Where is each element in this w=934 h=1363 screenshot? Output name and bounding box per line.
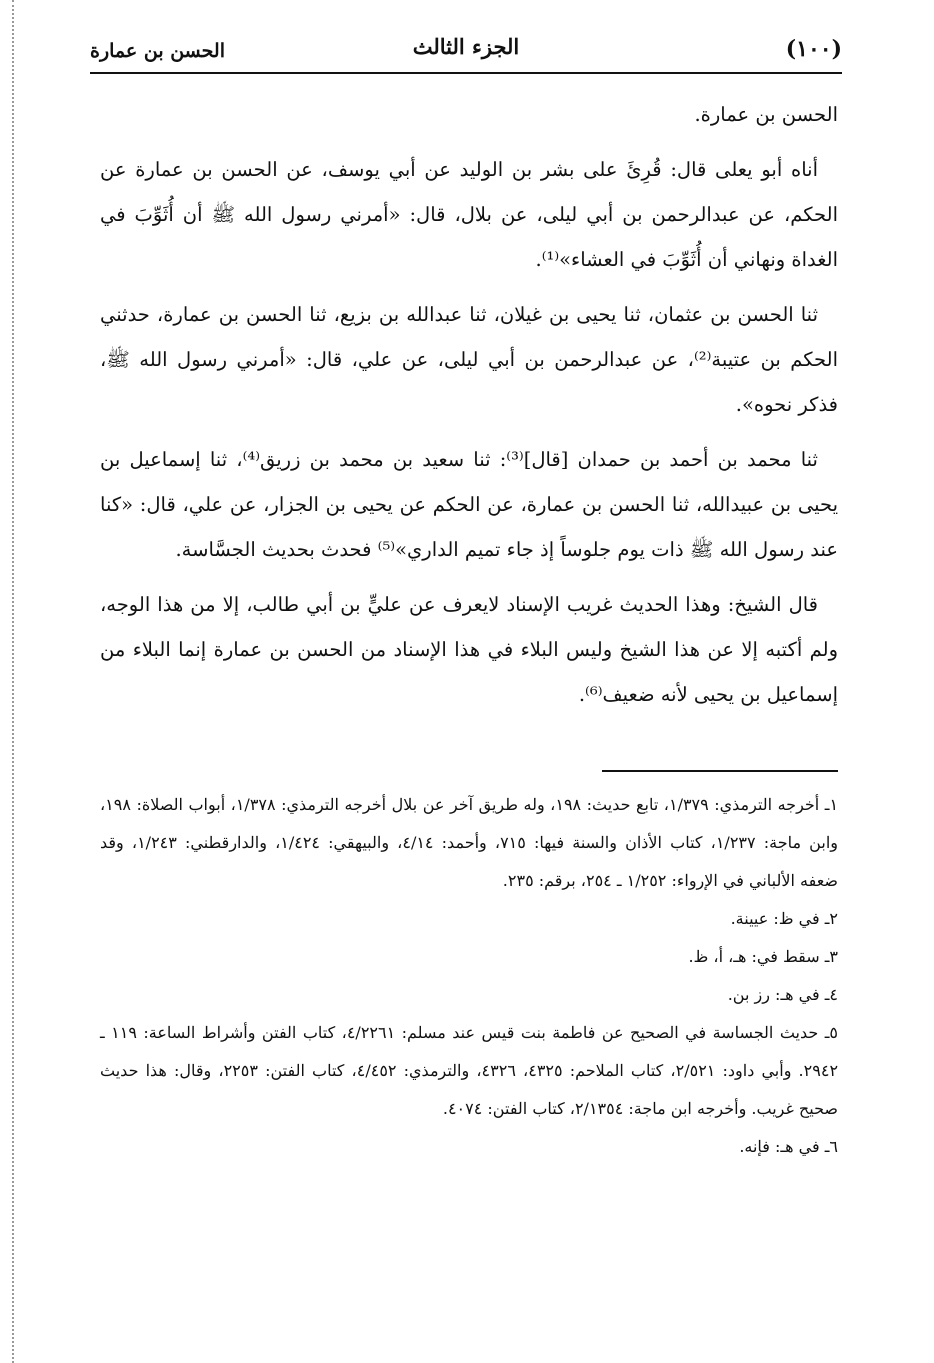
main-text xyxy=(100,92,838,727)
paragraph-hadith-3: ثنا محمد بن أحمد بن حمدان [قال]⁽³⁾: ثنا سعيد بن محمد بن زريق⁽⁴⁾، ثنا إسماعيل بن يحيى بن عبيدالله، ثنا الحسن بن عمارة، عن الحكم عن يحيى بن الجزار، عن علي، قال: «كنا عند رسول الله ﷺ ذات يوم جلوساً إذ جاء تميم الداري»⁽⁵⁾ فحدث بحديث الجسَّاسة. xyxy=(100,448,838,561)
footnote-4: ٤ـ في هـ: رز بن. xyxy=(727,985,838,1004)
footnote-rule xyxy=(602,770,838,772)
paragraph-hadith-1: أناه أبو يعلى قال: قُرِئَ على بشر بن الوليد عن أبي يوسف، عن الحسن بن عمارة عن الحكم، عن عبدالرحمن بن أبي ليلى، عن بلال، قال: «أمرني رسول الله ﷺ أن أُثَوِّبَ في الغداة ونهاني أن أُثَوِّبَ في العشاء»⁽¹⁾. xyxy=(100,158,838,271)
paragraph-commentary: قال الشيخ: وهذا الحديث غريب الإسناد لايعرف عن عليٍّ بن أبي طالب، إلا من هذا الوجه، ولم أكتبه إلا عن هذا الشيخ وليس البلاء في هذا الإسناد من الحسن بن عمارة إنما البلاء من إسماعيل بن يحيى لأنه ضعيف⁽⁶⁾. xyxy=(100,593,838,706)
header-rule xyxy=(90,72,842,74)
page-number: (١٠٠) xyxy=(785,36,842,62)
page-header xyxy=(90,28,842,68)
scan-edge-dots xyxy=(12,0,14,1363)
paragraph-narrator-name: الحسن بن عمارة. xyxy=(694,103,838,126)
part-title: الجزء الثالث xyxy=(412,34,520,59)
footnote-1: ١ـ أخرجه الترمذي: ١/٣٧٩، تابع حديث: ١٩٨، وله طريق آخر عن بلال أخرجه الترمذي: ١/٣٧٨، أبواب الصلاة: ١٩٨، وابن ماجة: ١/٢٣٧، كتاب الأذان والسنة فيها: ٧١٥، وأحمد: ٤/١٤، والبيهقي: ١/٤٢٤، والدارقطني: ١/٢٤٣، وقد ضعفه الألباني في الإرواء: ١/٢٥٢ ـ ٢٥٤، برقم: ٢٣٥. xyxy=(100,795,839,890)
footnotes xyxy=(100,786,838,1166)
footnote-3: ٣ـ سقط في: هـ، أ، ظ. xyxy=(688,947,838,966)
footnote-5: ٥ـ حديث الجساسة في الصحيح عن فاطمة بنت قيس عند مسلم: ٤/٢٢٦١، كتاب الفتن وأشراط الساعة: ١١٩ ـ ٢٩٤٢. وأبي داود: ٢/٥٢١، كتاب الملاحم: ٤٣٢٥، ٤٣٢٦، والترمذي: ٤/٤٥٢، كتاب الفتن: ٢٢٥٣، وقال: هذا حديث صحيح غريب. وأخرجه ابن ماجة: ٢/١٣٥٤، كتاب الفتن: ٤٠٧٤. xyxy=(100,1023,839,1118)
footnote-2: ٢ـ في ظ: عيينة. xyxy=(730,909,838,928)
running-title: الحسن بن عمارة xyxy=(90,40,225,62)
footnote-6: ٦ـ في هـ: فإنه. xyxy=(739,1137,838,1156)
paragraph-hadith-2: ثنا الحسن بن عثمان، ثنا يحيى بن غيلان، ثنا عبدالله بن بزيع، ثنا الحسن بن عمارة، حدثني الحكم بن عتيبة⁽²⁾، عن عبدالرحمن بن أبي ليلى، عن علي، قال: «أمرني رسول الله ﷺ، فذكر نحوه». xyxy=(100,303,838,416)
